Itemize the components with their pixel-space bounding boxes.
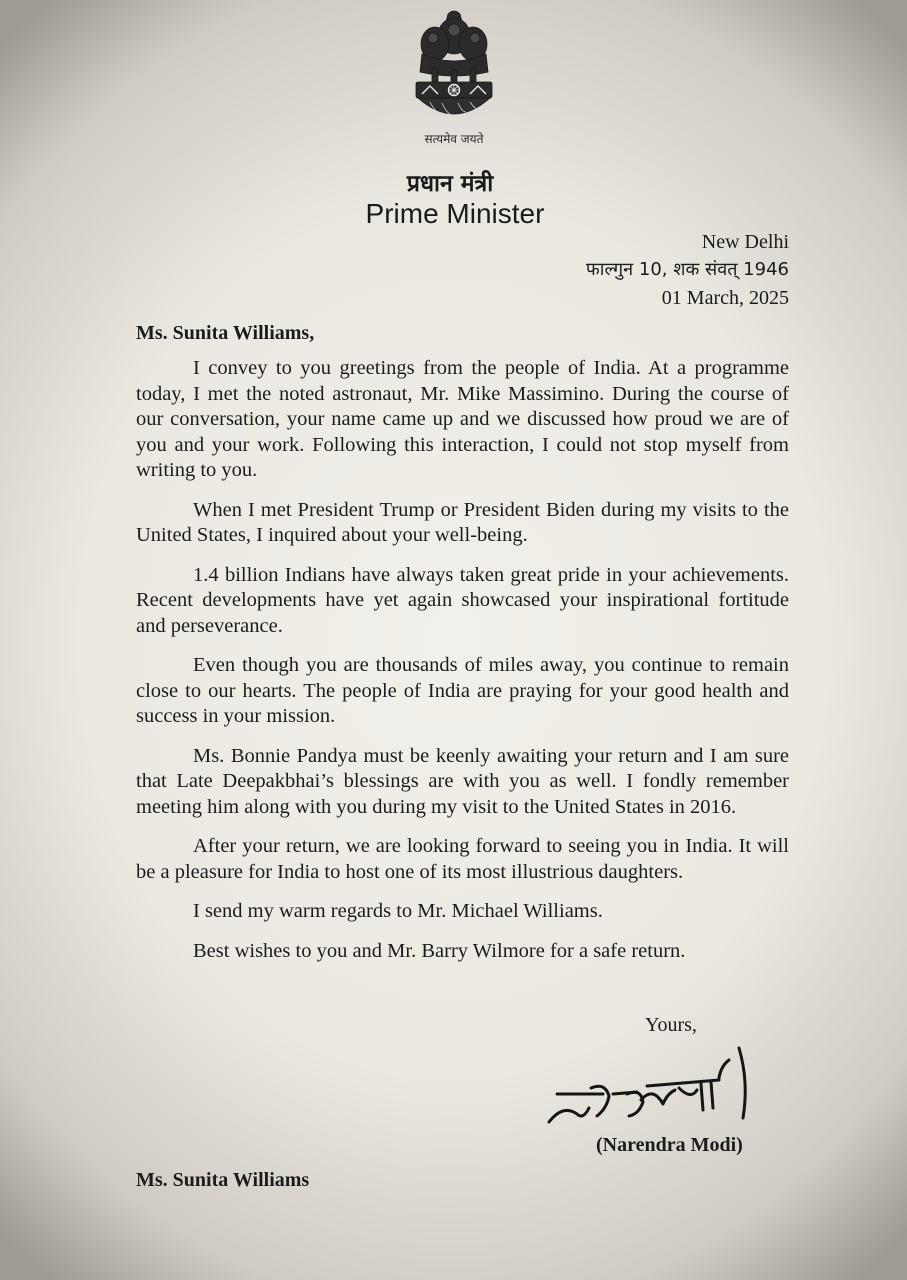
body-paragraph: I convey to you greetings from the people of India. At a programme today, I met the noted astronaut, Mr. Mike Massimino. During the course of our conversation, your name came up and we discussed how proud we are of you and your work. Following this interaction, I could not stop myself from writing to you. [136, 357, 789, 481]
dateline-hindu-date: फाल्गुन 10, शक संवत् 1946 [585, 259, 789, 280]
dateline [586, 228, 789, 312]
national-emblem-icon [408, 6, 500, 130]
body-paragraph: I send my warm regards to Mr. Michael Williams. [193, 900, 603, 922]
letter-body [136, 356, 789, 978]
body-paragraph: Even though you are thousands of miles away, you continue to remain close to our hearts. The people of India are praying for your good health and success in your mission. [136, 654, 789, 727]
addressee: Ms. Sunita Williams [136, 1169, 310, 1191]
dateline-place: New Delhi [701, 231, 789, 253]
salutation: Ms. Sunita Williams, [136, 322, 315, 344]
dateline-date: 01 March, 2025 [661, 287, 789, 309]
closing: Yours, [645, 1014, 697, 1036]
body-paragraph: Best wishes to you and Mr. Barry Wilmore for a safe return. [193, 939, 686, 962]
body-paragraph: Ms. Bonnie Pandya must be keenly awaiting your return and I am sure that Late Deepakbhai’s blessings are with you as well. I fondly remember meeting him along with you during my visit to the United States in 2016. [136, 744, 789, 818]
national-motto: सत्यमेव जयते [424, 132, 484, 146]
body-paragraph: 1.4 billion Indians have always taken great pride in your achievements. Recent developments have yet again showcased your inspirational fortitude and perseverance. [136, 563, 789, 637]
body-paragraph: When I met President Trump or President Biden during my visits to the United States, I inquired about your well-being. [136, 498, 789, 546]
handwritten-signature [543, 1042, 778, 1134]
office-title-hindi: प्रधान मंत्री [406, 171, 494, 197]
signer-name: (Narendra Modi) [596, 1134, 743, 1156]
body-paragraph: After your return, we are looking forward to seeing you in India. It will be a pleasure for India to host one of its most illustrious daughters. [136, 835, 789, 883]
office-title-english: Prime Minister [365, 198, 545, 229]
